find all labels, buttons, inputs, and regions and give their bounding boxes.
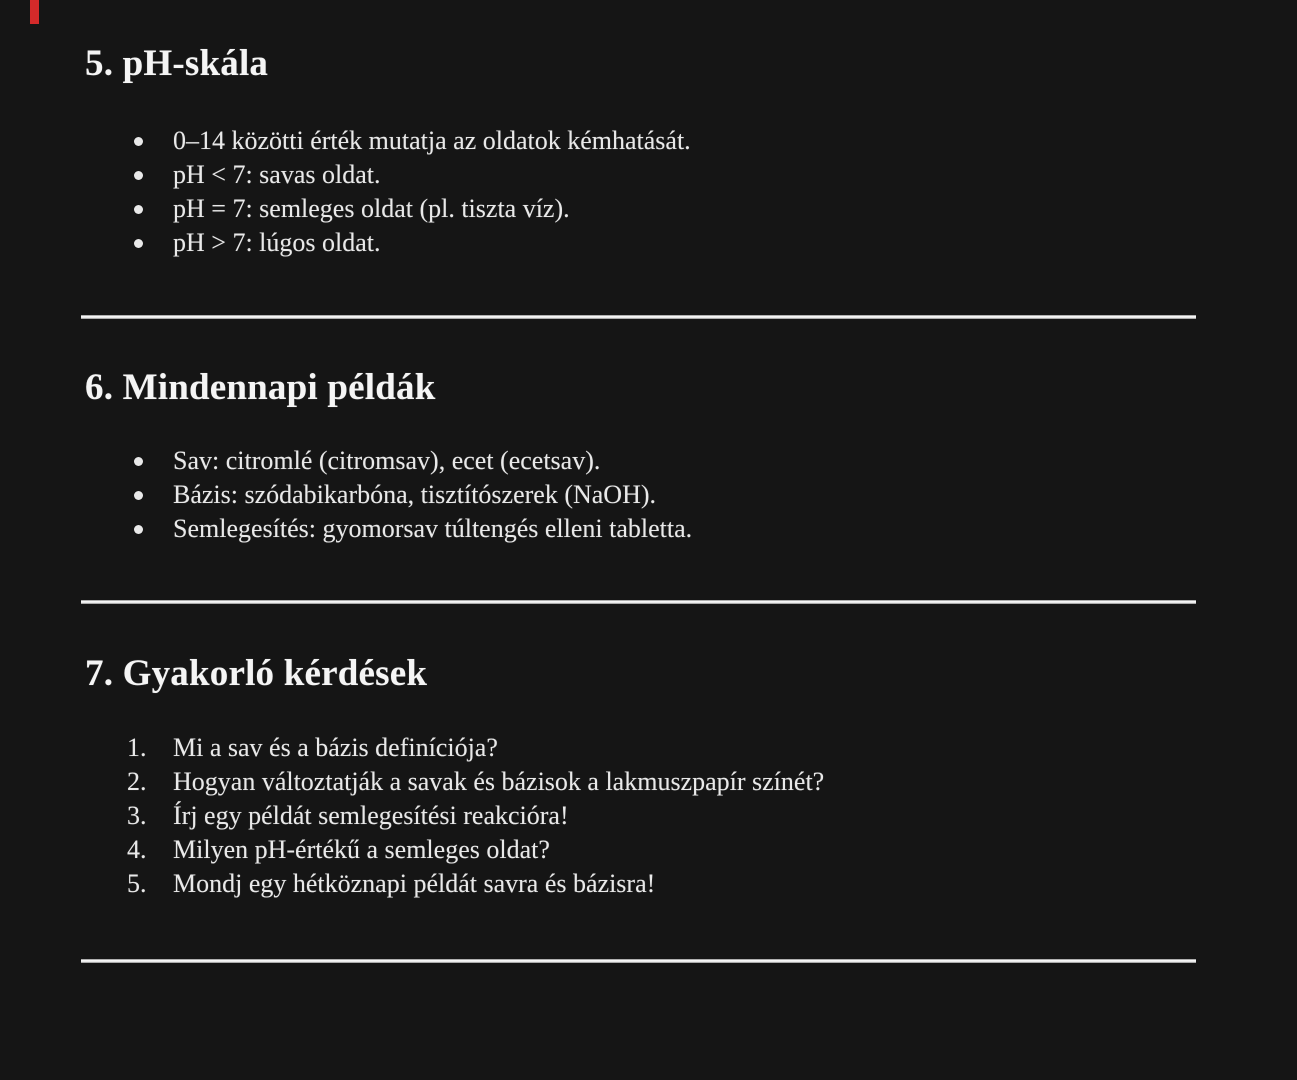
section-heading-ph-skala: 5. pH-skála	[85, 43, 269, 84]
numbered-list-gyakorlo-kerdesek	[127, 731, 824, 901]
list-item-text: Mondj egy hétköznapi példát savra és bázisra!	[173, 869, 656, 898]
section-divider	[81, 959, 1196, 963]
list-item-text: Bázis: szódabikarbóna, tisztítószerek (NaOH).	[173, 480, 657, 509]
bullet-icon	[134, 171, 143, 180]
list-item	[127, 833, 824, 867]
list-item	[127, 444, 692, 478]
list-item-number: 2.	[127, 767, 147, 796]
bullet-list-mindennapi-peldak	[127, 444, 692, 546]
list-item-text: Milyen pH-értékű a semleges oldat?	[173, 835, 550, 864]
list-item	[127, 799, 824, 833]
list-item-text: Hogyan változtatják a savak és bázisok a lakmuszpapír színét?	[173, 767, 825, 796]
list-item	[127, 124, 691, 158]
bullet-icon	[134, 525, 143, 534]
list-item	[127, 765, 824, 799]
list-item	[127, 731, 824, 765]
list-item-number: 3.	[127, 801, 147, 830]
list-item	[127, 192, 691, 226]
section-divider	[81, 315, 1196, 319]
list-item-text: pH > 7: lúgos oldat.	[173, 228, 381, 257]
list-item-text: Semlegesítés: gyomorsav túltengés elleni tabletta.	[173, 514, 693, 543]
bullet-icon	[134, 239, 143, 248]
bullet-list-ph-skala	[127, 124, 691, 260]
list-item	[127, 512, 692, 546]
bullet-icon	[134, 457, 143, 466]
list-item-text: 0–14 közötti érték mutatja az oldatok kémhatását.	[173, 126, 691, 155]
list-item	[127, 867, 824, 901]
bullet-icon	[134, 491, 143, 500]
list-item-text: Sav: citromlé (citromsav), ecet (ecetsav).	[173, 446, 601, 475]
list-item-text: pH < 7: savas oldat.	[173, 160, 381, 189]
list-item-number: 1.	[127, 733, 147, 762]
list-item-number: 4.	[127, 835, 147, 864]
list-item	[127, 158, 691, 192]
list-item	[127, 226, 691, 260]
list-item	[127, 478, 692, 512]
list-item-text: pH = 7: semleges oldat (pl. tiszta víz).	[173, 194, 570, 223]
bullet-icon	[134, 205, 143, 214]
list-item-text: Írj egy példát semlegesítési reakcióra!	[173, 801, 569, 830]
section-divider	[81, 600, 1196, 604]
section-heading-mindennapi-peldak: 6. Mindennapi példák	[85, 367, 436, 408]
section-heading-gyakorlo-kerdesek: 7. Gyakorló kérdések	[85, 653, 428, 694]
red-cursor-marker-icon	[30, 0, 39, 24]
bullet-icon	[134, 137, 143, 146]
list-item-number: 5.	[127, 869, 147, 898]
list-item-text: Mi a sav és a bázis definíciója?	[173, 733, 498, 762]
